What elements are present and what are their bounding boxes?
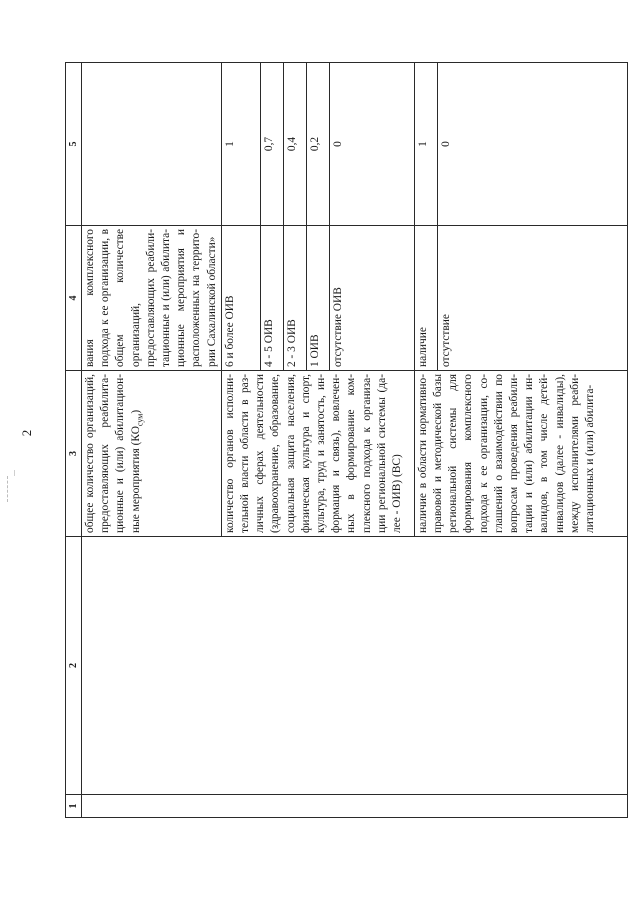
- header-col-4: 4: [66, 226, 82, 371]
- option-value: 0,7: [260, 63, 283, 226]
- option-value: 1: [414, 63, 437, 226]
- indicator-table: [65, 62, 628, 818]
- option-label: наличие: [414, 226, 437, 371]
- option-value: 0,2: [306, 63, 329, 226]
- cell-col-1: [82, 795, 628, 818]
- header-row: [66, 63, 82, 818]
- indicator-oiv-count: количество органов исполни-тельной власти области в раз-личных сферах деятельности (здравоохранение, образование, социальная защита населения, физическая культура и спорт, культура, труд и занятость, ин-формация и связь), вовлечен-ных в формирование ком-плексного подхода к организа-ции региональной системы (да-лее - ОИВ) (ВС): [221, 371, 414, 537]
- option-label: 1 ОИВ: [306, 226, 329, 371]
- fold-mark: [7, 476, 8, 502]
- option-label: отсутствие: [437, 226, 627, 371]
- table-row: [82, 63, 222, 818]
- indicator-organizations: [82, 371, 222, 537]
- option-label: 4 - 5 ОИВ: [260, 226, 283, 371]
- option-value: 0,4: [283, 63, 306, 226]
- header-col-2: 2: [66, 537, 82, 795]
- rotated-page-content: [65, 63, 615, 818]
- fold-mark-tick: [14, 470, 15, 476]
- header-col-1: 1: [66, 795, 82, 818]
- header-col-5: 5: [66, 63, 82, 226]
- option-label: 6 и более ОИВ: [221, 226, 260, 371]
- option-label: отсутствие ОИВ: [329, 226, 414, 371]
- option-value: 0: [329, 63, 414, 226]
- cell-col-2: [82, 537, 628, 795]
- header-col-3: 3: [66, 371, 82, 537]
- subscript: сум: [134, 413, 144, 427]
- organizations-description: вания комплексного подхода к ее организации, в общем количестве организаций, предоставляющих реабили-тационные и (или) абилита-ционные мероприятия и расположенных на террито-рии Сахалинской области»: [82, 226, 222, 371]
- option-label: 2 - 3 ОИВ: [283, 226, 306, 371]
- indicator-organizations-end: ): [129, 409, 142, 414]
- organizations-value: [82, 63, 222, 226]
- page-number: 2: [19, 429, 34, 437]
- option-value: 1: [221, 63, 260, 226]
- option-value: 0: [437, 63, 627, 226]
- indicator-normative-base: наличие в области нормативно-правовой и методической базы региональной системы для формирования комплексного подхода к ее организации, со-глашений о взаимодействии по вопросам проведения реабили-тации и (или) абилитации ин-валидов, в том числе детей-инвалидов (далее - инвалиды), между исполнителями реаби-литационных и (или) абилита-: [414, 371, 627, 537]
- indicator-organizations-text: общее количество организаций, предоставляющих реабилита-ционные и (или) абилитацион-ные мероприятия (КО: [84, 374, 142, 533]
